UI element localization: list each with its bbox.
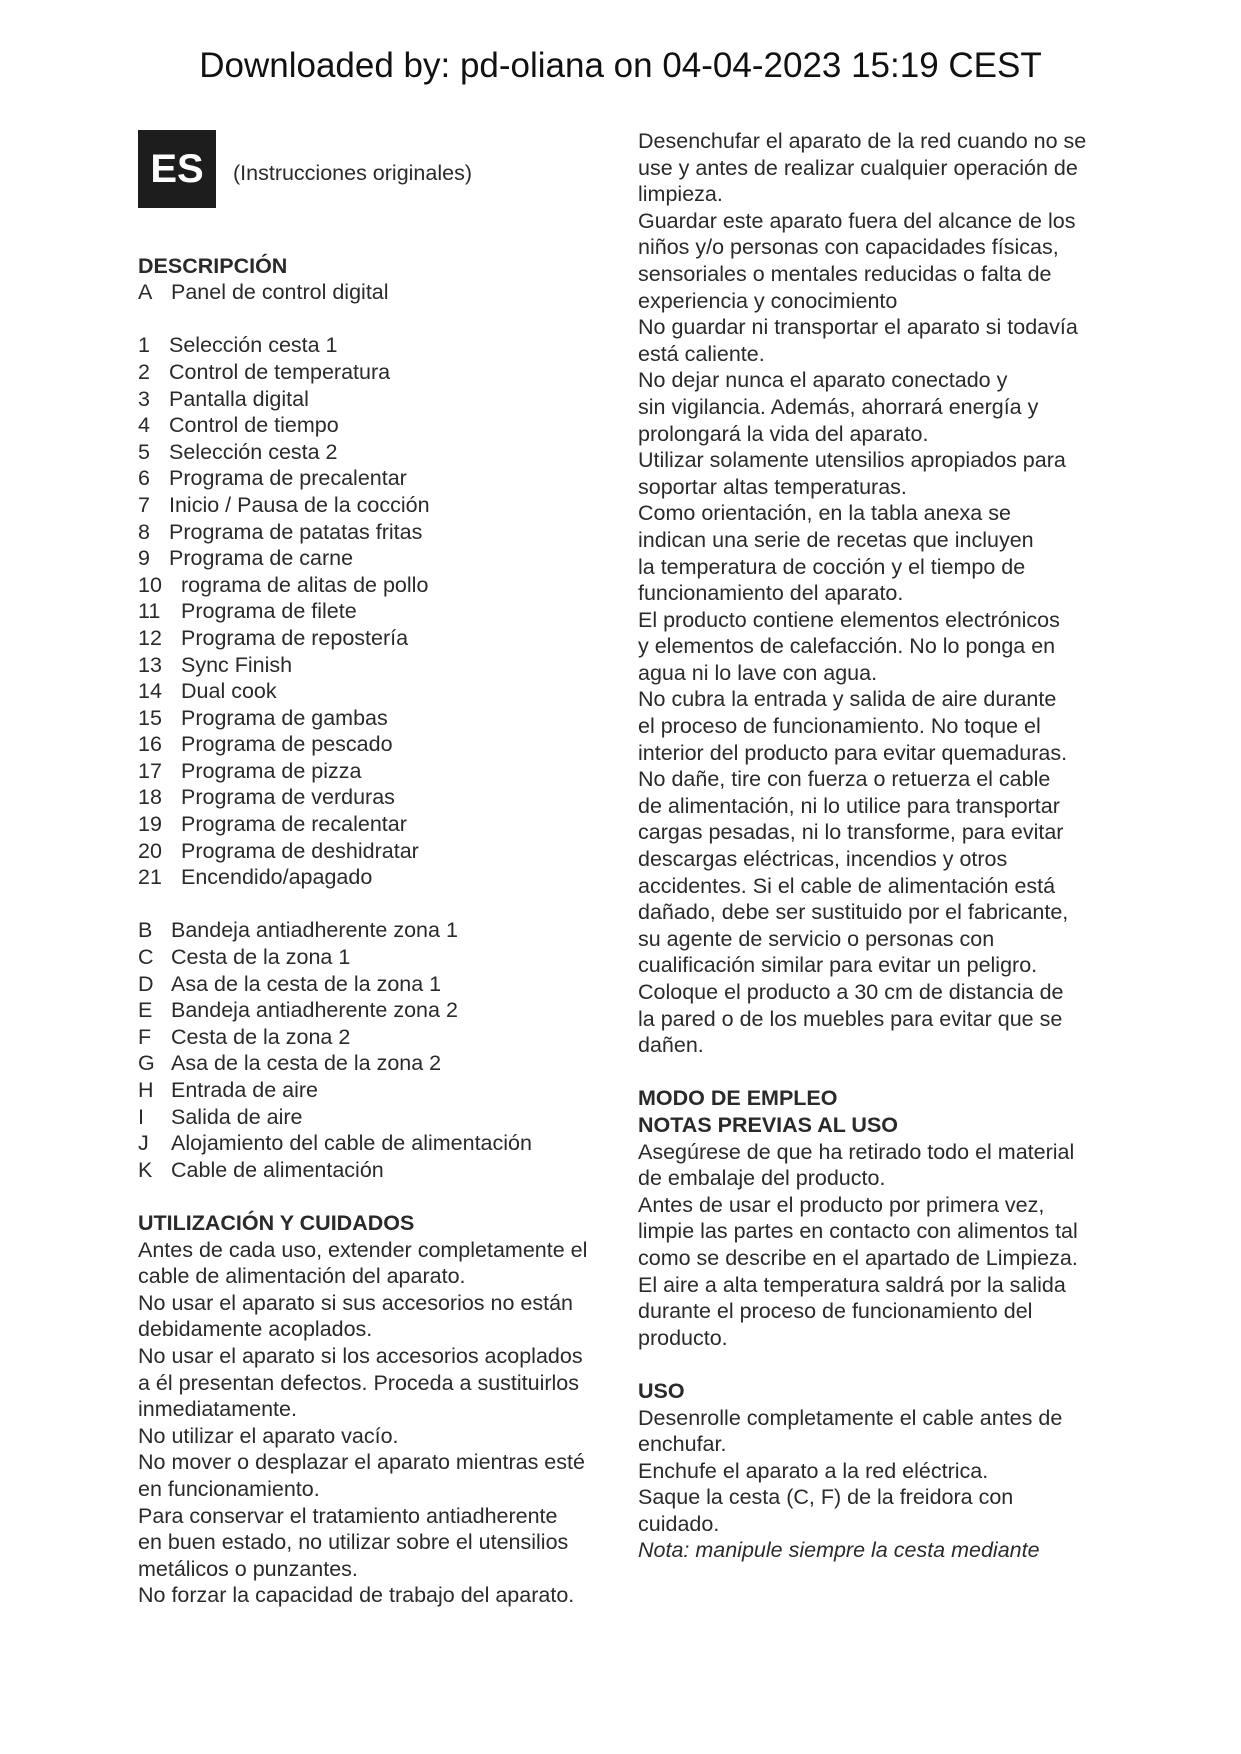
control-number: 2 <box>138 359 150 384</box>
care-left-text <box>138 1237 618 1609</box>
control-item <box>138 545 618 572</box>
control-number: 3 <box>138 386 150 411</box>
control-label: Programa de recalentar <box>181 812 407 837</box>
part-label: Bandeja antiadherente zona 1 <box>171 918 458 943</box>
control-item <box>138 784 618 811</box>
part-item <box>138 944 618 971</box>
control-item <box>138 758 618 785</box>
control-number: 6 <box>138 466 150 491</box>
text-line: durante el proceso de funcionamiento del <box>638 1299 1033 1324</box>
control-number: 21 <box>138 865 162 890</box>
part-letter: H <box>138 1078 154 1102</box>
part-letter: C <box>138 945 154 970</box>
text-line: sin vigilancia. Además, ahorrará energía y <box>638 394 1039 419</box>
text-line: Para conservar el tratamiento antiadherente <box>138 1503 558 1528</box>
part-letter: E <box>138 998 153 1023</box>
text-line: la pared o de los muebles para evitar que se <box>638 1006 1063 1031</box>
control-label: rograma de alitas de pollo <box>181 572 429 597</box>
text-line: enchufar. <box>638 1432 727 1457</box>
text-line: No usar el aparato si sus accesorios no están <box>138 1290 574 1315</box>
text-line: No utilizar el aparato vacío. <box>138 1423 399 1448</box>
control-number: 13 <box>138 652 162 677</box>
text-line: producto. <box>638 1325 728 1350</box>
uso-heading: USO <box>638 1378 685 1403</box>
part-item <box>138 1024 618 1051</box>
usage-heading: MODO DE EMPLEO <box>638 1086 838 1111</box>
left-column <box>138 128 618 1609</box>
text-line: Antes de cada uso, extender completamente el <box>138 1237 588 1262</box>
part-letter: G <box>138 1051 155 1076</box>
part-label: Cesta de la zona 1 <box>171 945 351 970</box>
control-label: Programa de patatas fritas <box>169 519 423 544</box>
text-line: El producto contiene elementos electrónicos <box>638 607 1060 632</box>
control-number: 20 <box>138 838 162 863</box>
part-letter: F <box>138 1024 152 1049</box>
part-letter: K <box>138 1157 153 1182</box>
text-line: Enchufe el aparato a la red eléctrica. <box>638 1458 989 1483</box>
text-line: descargas eléctricas, incendios y otros <box>638 847 1008 872</box>
text-line: No mover o desplazar el aparato mientras esté <box>138 1450 585 1475</box>
part-item <box>138 1157 618 1184</box>
part-letter: B <box>138 918 153 943</box>
control-number: 4 <box>138 413 150 438</box>
text-line: interior del producto para evitar quemaduras. <box>638 740 1068 765</box>
text-line: y elementos de calefacción. No lo ponga en <box>638 634 1056 659</box>
text-line: sensoriales o mentales reducidas o falta de <box>638 261 1052 286</box>
uso-text <box>638 1405 1108 1538</box>
original-instructions-note: (Instrucciones originales) <box>233 161 472 185</box>
part-label: Bandeja antiadherente zona 2 <box>171 998 458 1023</box>
parts-list <box>138 917 618 1183</box>
usage-notes-text <box>638 1139 1108 1352</box>
part-label: Salida de aire <box>171 1104 303 1129</box>
text-line: indican una serie de recetas que incluyen <box>638 527 1034 552</box>
control-item <box>138 412 618 439</box>
text-line: El aire a alta temperatura saldrá por la salida <box>638 1272 1066 1297</box>
text-line: niños y/o personas con capacidades físicas, <box>638 235 1059 260</box>
basket-note: Nota: manipule siempre la cesta mediante <box>638 1538 1040 1563</box>
control-label: Programa de pizza <box>181 758 362 783</box>
text-line: el proceso de funcionamiento. No toque el <box>638 714 1041 739</box>
text-line: Asegúrese de que ha retirado todo el material <box>638 1139 1075 1164</box>
text-line: funcionamiento del aparato. <box>638 581 904 606</box>
text-line: No cubra la entrada y salida de aire durante <box>638 687 1057 712</box>
part-letter: D <box>138 971 154 996</box>
panel-item: A Panel de control digital <box>138 280 389 305</box>
control-label: Control de tiempo <box>169 413 339 438</box>
control-number: 18 <box>138 785 162 810</box>
control-number: 14 <box>138 679 162 704</box>
part-item <box>138 971 618 998</box>
control-number: 16 <box>138 732 162 757</box>
text-line: No guardar ni transportar el aparato si todavía <box>638 315 1078 340</box>
controls-list <box>138 332 618 890</box>
part-label: Cable de alimentación <box>171 1157 384 1182</box>
text-line: dañen. <box>638 1033 704 1058</box>
control-item <box>138 386 618 413</box>
control-label: Selección cesta 2 <box>169 439 338 464</box>
text-line: en funcionamiento. <box>138 1476 320 1501</box>
text-line: agua ni lo lave con agua. <box>638 660 878 685</box>
control-label: Programa de precalentar <box>169 466 407 491</box>
download-header: Downloaded by: pd-oliana on 04-04-2023 15:19 CEST <box>199 46 1042 85</box>
text-line: cualificación similar para evitar un peligro. <box>638 953 1038 978</box>
text-line: No forzar la capacidad de trabajo del aparato. <box>138 1583 575 1608</box>
control-number: 19 <box>138 812 162 837</box>
control-label: Control de temperatura <box>169 359 391 384</box>
text-line: Desenrolle completamente el cable antes de <box>638 1405 1063 1430</box>
part-label: Asa de la cesta de la zona 2 <box>171 1051 442 1076</box>
text-line: No usar el aparato si los accesorios acoplados <box>138 1343 583 1368</box>
text-line: en buen estado, no utilizar sobre el utensilios <box>138 1530 569 1555</box>
part-item <box>138 1130 618 1157</box>
description-heading: DESCRIPCIÓN <box>138 253 288 278</box>
part-label: Asa de la cesta de la zona 1 <box>171 971 442 996</box>
care-right-text <box>638 128 1108 1059</box>
text-line: como se describe en el apartado de Limpieza. <box>638 1245 1078 1270</box>
text-line: Utilizar solamente utensilios apropiados para <box>638 448 1066 473</box>
text-line: Antes de usar el producto por primera vez, <box>638 1192 1045 1217</box>
control-item <box>138 864 618 891</box>
care-heading: UTILIZACIÓN Y CUIDADOS <box>138 1210 415 1235</box>
control-item <box>138 465 618 492</box>
text-line: Desenchufar el aparato de la red cuando no se <box>638 129 1087 153</box>
control-item <box>138 572 618 599</box>
text-line: a él presentan defectos. Proceda a sustituirlos <box>138 1370 580 1395</box>
control-label: Programa de deshidratar <box>181 838 419 863</box>
text-line: dañado, debe ser sustituido por el fabricante, <box>638 900 1069 925</box>
text-line: Guardar este aparato fuera del alcance de los <box>638 208 1076 233</box>
text-line: de alimentación, ni lo utilice para transportar <box>638 793 1060 818</box>
control-label: Programa de carne <box>169 546 354 571</box>
text-line: está caliente. <box>638 341 765 366</box>
control-item <box>138 705 618 732</box>
text-line: No dañe, tire con fuerza o retuerza el cable <box>638 767 1051 792</box>
text-line: de embalaje del producto. <box>638 1166 886 1191</box>
control-label: Programa de filete <box>181 599 357 624</box>
text-line: debidamente acoplados. <box>138 1317 373 1342</box>
text-line: prolongará la vida del aparato. <box>638 421 929 446</box>
language-badge: ES <box>138 130 216 208</box>
control-item <box>138 519 618 546</box>
control-number: 8 <box>138 519 150 544</box>
control-number: 5 <box>138 439 150 464</box>
part-item <box>138 1077 618 1104</box>
text-line: soportar altas temperaturas. <box>638 474 907 499</box>
control-number: 15 <box>138 705 162 730</box>
text-line: Como orientación, en la tabla anexa se <box>638 501 1011 526</box>
part-item <box>138 1104 618 1131</box>
text-line: Coloque el producto a 30 cm de distancia de <box>638 980 1064 1004</box>
control-item <box>138 359 618 386</box>
part-item <box>138 917 618 944</box>
text-line: inmediatamente. <box>138 1397 297 1422</box>
language-row <box>138 128 618 206</box>
control-label: Programa de verduras <box>181 785 395 810</box>
text-line: cargas pesadas, ni lo transforme, para evitar <box>638 820 1064 845</box>
text-line: use y antes de realizar cualquier operación de <box>638 155 1078 180</box>
text-line: Saque la cesta (C, F) de la freidora con <box>638 1485 1014 1510</box>
control-number: 1 <box>138 333 150 358</box>
text-line: experiencia y conocimiento <box>638 288 898 313</box>
control-number: 17 <box>138 758 162 783</box>
control-label: Inicio / Pausa de la cocción <box>169 492 430 517</box>
control-label: Programa de gambas <box>181 705 388 730</box>
part-item <box>138 997 618 1024</box>
usage-subheading: NOTAS PREVIAS AL USO <box>638 1112 899 1137</box>
control-item <box>138 332 618 359</box>
control-number: 7 <box>138 492 150 517</box>
text-line: No dejar nunca el aparato conectado y <box>638 368 1008 393</box>
control-label: Programa de pescado <box>181 732 393 757</box>
control-number: 9 <box>138 546 150 571</box>
text-line: limpie las partes en contacto con alimentos tal <box>638 1219 1078 1244</box>
text-line: su agente de servicio o personas con <box>638 926 995 951</box>
part-label: Alojamiento del cable de alimentación <box>171 1131 532 1156</box>
part-letter: I <box>138 1104 144 1129</box>
control-item <box>138 678 618 705</box>
right-column <box>638 128 1108 1564</box>
control-number: 10 <box>138 572 162 597</box>
control-item <box>138 492 618 519</box>
part-label: Cesta de la zona 2 <box>171 1024 351 1049</box>
control-label: Dual cook <box>181 679 277 704</box>
control-item <box>138 838 618 865</box>
control-item <box>138 598 618 625</box>
control-label: Pantalla digital <box>169 386 309 411</box>
control-number: 11 <box>138 599 161 624</box>
text-line: metálicos o punzantes. <box>138 1556 358 1581</box>
control-label: Programa de repostería <box>181 625 409 650</box>
text-line: accidentes. Si el cable de alimentación está <box>638 873 1056 898</box>
control-item <box>138 439 618 466</box>
control-label: Selección cesta 1 <box>169 333 338 358</box>
text-line: cuidado. <box>638 1511 720 1536</box>
part-letter: J <box>138 1131 149 1156</box>
control-item <box>138 811 618 838</box>
text-line: la temperatura de cocción y el tiempo de <box>638 554 1026 579</box>
control-item <box>138 625 618 652</box>
control-label: Encendido/apagado <box>181 865 373 890</box>
control-number: 12 <box>138 625 162 650</box>
text-line: limpieza. <box>638 182 723 207</box>
control-item <box>138 652 618 679</box>
control-label: Sync Finish <box>181 652 293 677</box>
part-item <box>138 1050 618 1077</box>
text-line: cable de alimentación del aparato. <box>138 1264 466 1289</box>
control-item <box>138 731 618 758</box>
part-label: Entrada de aire <box>171 1078 319 1102</box>
